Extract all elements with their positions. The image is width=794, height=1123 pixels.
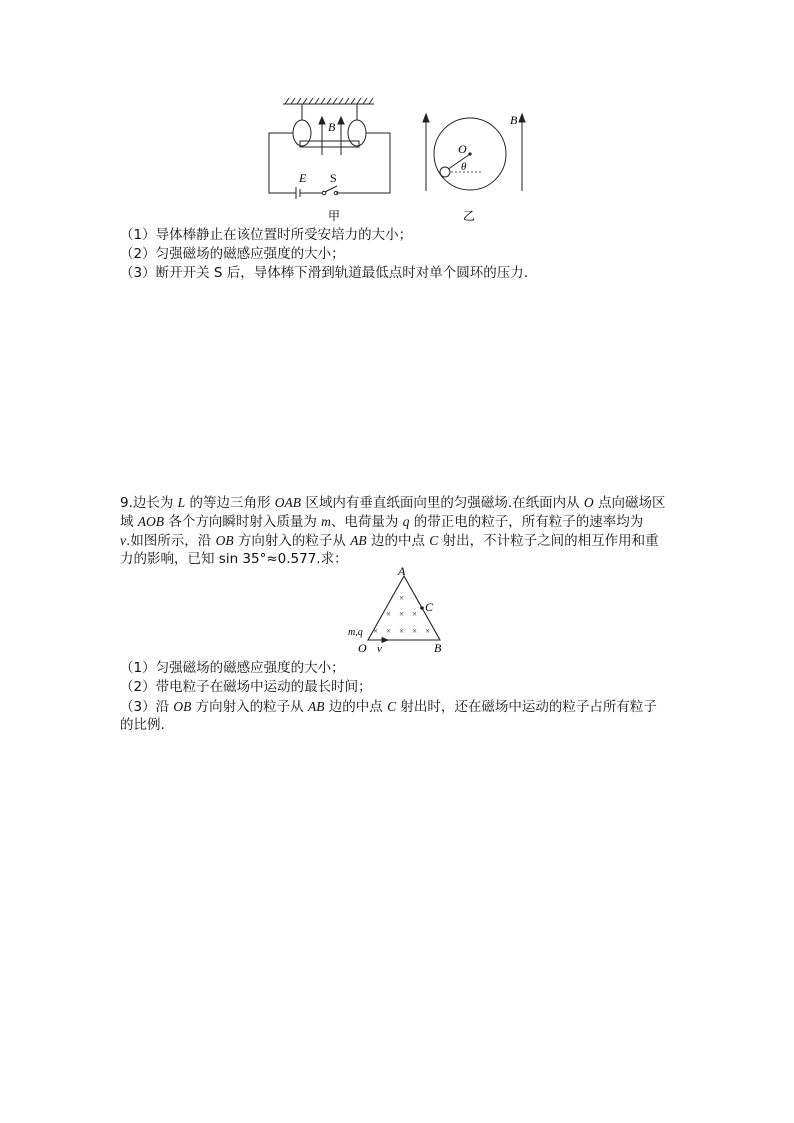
label-B-tri: B xyxy=(434,641,442,655)
triangle-figure xyxy=(0,565,794,665)
q9-text: .如图所示，沿 xyxy=(126,533,216,549)
label-O: O xyxy=(458,142,467,156)
q9-line-2 xyxy=(120,512,643,532)
cross-mark: × xyxy=(373,626,379,636)
q9-var-L: L xyxy=(177,495,186,510)
field-arrow-right xyxy=(519,114,525,191)
q9-text: 各个方向瞬时射入质量为 xyxy=(164,514,322,530)
q9-item-3-cont: 的比例. xyxy=(120,717,165,733)
q8-item-2: （2）匀强磁场的磁感应强度的大小； xyxy=(120,246,345,262)
q8-item-1: （1）导体棒静止在该位置时所受安培力的大小； xyxy=(120,227,413,243)
ring-left xyxy=(293,104,311,146)
q9-var-q: q xyxy=(402,514,410,529)
q9-var-C: C xyxy=(387,699,397,714)
q9-text: 域 xyxy=(120,514,138,530)
cross-mark: × xyxy=(386,609,392,619)
caption-yi: 乙 xyxy=(463,209,476,223)
q9-var-m: m xyxy=(321,514,331,529)
q9-var-OB: OB xyxy=(215,533,234,548)
q9-text: 方向射入的粒子从 xyxy=(191,699,308,715)
q9-item-2: （2）带电粒子在磁场中运动的最长时间； xyxy=(120,679,372,695)
rod-cross-section xyxy=(440,167,450,177)
q9-item-3 xyxy=(120,697,657,717)
q9-var-v: v xyxy=(120,533,126,548)
label-B: B xyxy=(328,120,336,134)
q9-line-1 xyxy=(120,493,665,513)
q9-text: 、电荷量为 xyxy=(330,514,403,530)
label-theta: θ xyxy=(461,161,467,173)
q9-text: 边的中点 xyxy=(324,699,388,715)
field-arrow-left xyxy=(423,114,429,191)
q9-var-AB: AB xyxy=(307,699,325,714)
q9-text: 点向磁场区 xyxy=(593,495,666,511)
q9-var-O: O xyxy=(583,495,594,510)
switch-S xyxy=(322,186,338,195)
label-B2: B xyxy=(510,113,518,127)
velocity-arrow xyxy=(372,638,388,643)
q9-var-AB: AB xyxy=(350,533,367,548)
cross-mark: × xyxy=(399,609,405,619)
q9-item-1: （1）匀强磁场的磁感应强度的大小； xyxy=(120,660,345,676)
cross-mark: × xyxy=(412,609,418,619)
q8-item-3: （3）断开开关 S 后，导体棒下滑到轨道最低点时对单个圆环的压力. xyxy=(120,265,529,281)
field-crosses xyxy=(373,593,430,636)
q9-var-AOB: AOB xyxy=(137,514,165,529)
q9-text: 的带正电的粒子，所有粒子的速率均为 xyxy=(409,514,644,530)
ceiling-hatch xyxy=(283,98,374,104)
cross-mark: × xyxy=(399,593,405,603)
q9-text: 方向射入的粒子从 xyxy=(233,533,351,549)
label-C: C xyxy=(425,600,434,614)
q9-text: 9.边长为 xyxy=(120,495,178,511)
cross-mark: × xyxy=(386,626,392,636)
q9-line-4: 力的影响，已知 sin 35°≈0.577.求： xyxy=(120,551,348,567)
ring-right xyxy=(348,104,366,146)
q9-text: （3）沿 xyxy=(120,699,174,715)
q9-text: 边的中点 xyxy=(366,533,430,549)
q9-var-OB: OB xyxy=(173,699,192,714)
figure-jia-yi xyxy=(0,90,794,330)
cross-mark: × xyxy=(412,626,418,636)
q9-text: 射出，不计粒子之间的相互作用和重 xyxy=(438,533,659,549)
q9-text: 射出时，还在磁场中运动的粒子占所有粒子 xyxy=(396,699,657,715)
caption-jia: 甲 xyxy=(328,209,341,223)
label-A: A xyxy=(398,565,406,578)
q9-line-3 xyxy=(120,531,659,551)
cross-mark: × xyxy=(399,626,405,636)
q9-var-OAB: OAB xyxy=(274,495,302,510)
q9-text: 的等边三角形 xyxy=(185,495,275,511)
q9-text: 区域内有垂直纸面向里的匀强磁场.在纸面内从 xyxy=(301,495,584,511)
radius-line xyxy=(447,154,470,170)
label-mq: m,q xyxy=(348,627,363,638)
circuit-wire xyxy=(269,133,390,199)
label-v: v xyxy=(377,643,382,655)
point-C xyxy=(420,606,424,610)
label-S: S xyxy=(330,171,337,185)
q9-var-C: C xyxy=(429,533,439,548)
label-O-tri: O xyxy=(358,641,367,655)
label-E: E xyxy=(299,171,307,185)
cross-mark: × xyxy=(425,626,431,636)
